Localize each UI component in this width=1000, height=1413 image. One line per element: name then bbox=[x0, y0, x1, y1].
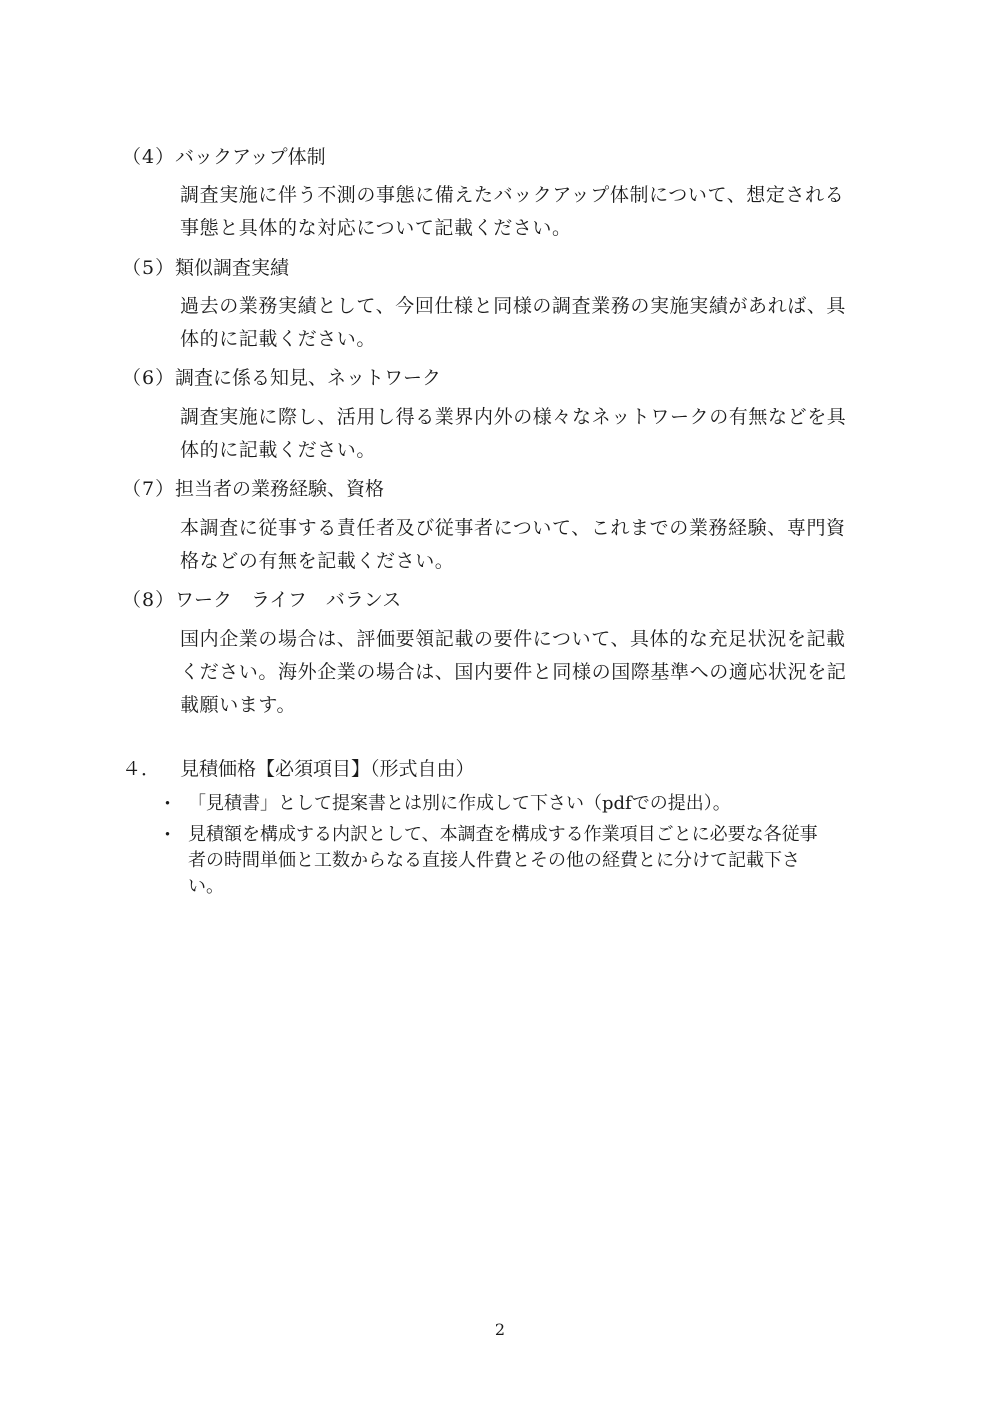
section-heading bbox=[122, 145, 326, 169]
section-title: バックアップ体制 bbox=[175, 146, 326, 168]
section-body-line: 体的に記載ください。 bbox=[180, 328, 377, 350]
section-body-line: 体的に記載ください。 bbox=[180, 439, 377, 461]
section-title: 担当者の業務経験、資格 bbox=[175, 478, 385, 500]
section-title: 調査に係る知見、ネットワーク bbox=[175, 367, 442, 389]
section-body-line: 事態と具体的な対応について記載ください。 bbox=[180, 217, 572, 239]
section-body-line: ください。海外企業の場合は、国内要件と同様の国際基準への適応状況を記 bbox=[180, 661, 847, 683]
section-number: （5） bbox=[122, 257, 176, 279]
section-body-line: 格などの有無を記載ください。 bbox=[180, 550, 455, 572]
main-section-number: ４． bbox=[122, 758, 161, 780]
bullet-marker: ・ bbox=[158, 793, 178, 815]
bullet-text-line: 「見積書」として提案書とは別に作成して下さい（pdfでの提出）。 bbox=[188, 793, 731, 814]
section-body-line: 調査実施に際し、活用し得る業界内外の様々なネットワークの有無などを具 bbox=[180, 406, 847, 428]
section-title: 類似調査実績 bbox=[175, 257, 290, 279]
section-number: （6） bbox=[122, 367, 176, 389]
section-heading bbox=[122, 366, 441, 390]
section-number: （8） bbox=[122, 589, 176, 611]
section-body-line: 調査実施に伴う不測の事態に備えたバックアップ体制について、想定される bbox=[180, 184, 845, 206]
section-heading bbox=[122, 477, 384, 501]
bullet-marker: ・ bbox=[158, 824, 178, 846]
section-heading bbox=[122, 588, 401, 612]
section-body-line: 過去の業務実績として、今回仕様と同様の調査業務の実施実績があれば、具 bbox=[180, 295, 847, 317]
section-number: （7） bbox=[122, 478, 176, 500]
section-body-line: 本調査に従事する責任者及び従事者について、これまでの業務経験、専門資 bbox=[180, 517, 846, 539]
main-section-title: 見積価格【必須項目】（形式自由） bbox=[180, 758, 475, 780]
bullet-text-line: 者の時間単価と工数からなる直接人件費とその他の経費とに分けて記載下さ bbox=[188, 850, 800, 871]
bullet-text-line: 見積額を構成する内訳として、本調査を構成する作業項目ごとに必要な各従事 bbox=[188, 824, 818, 845]
section-number: （4） bbox=[122, 146, 176, 168]
section-title: ワーク ライフ バランス bbox=[175, 589, 402, 611]
page-number: 2 bbox=[494, 1320, 506, 1339]
section-body-line: 載願います。 bbox=[180, 694, 297, 716]
section-body-line: 国内企業の場合は、評価要領記載の要件について、具体的な充足状況を記載 bbox=[180, 628, 846, 650]
bullet-text-line: い。 bbox=[188, 876, 224, 897]
section-heading bbox=[122, 256, 289, 280]
